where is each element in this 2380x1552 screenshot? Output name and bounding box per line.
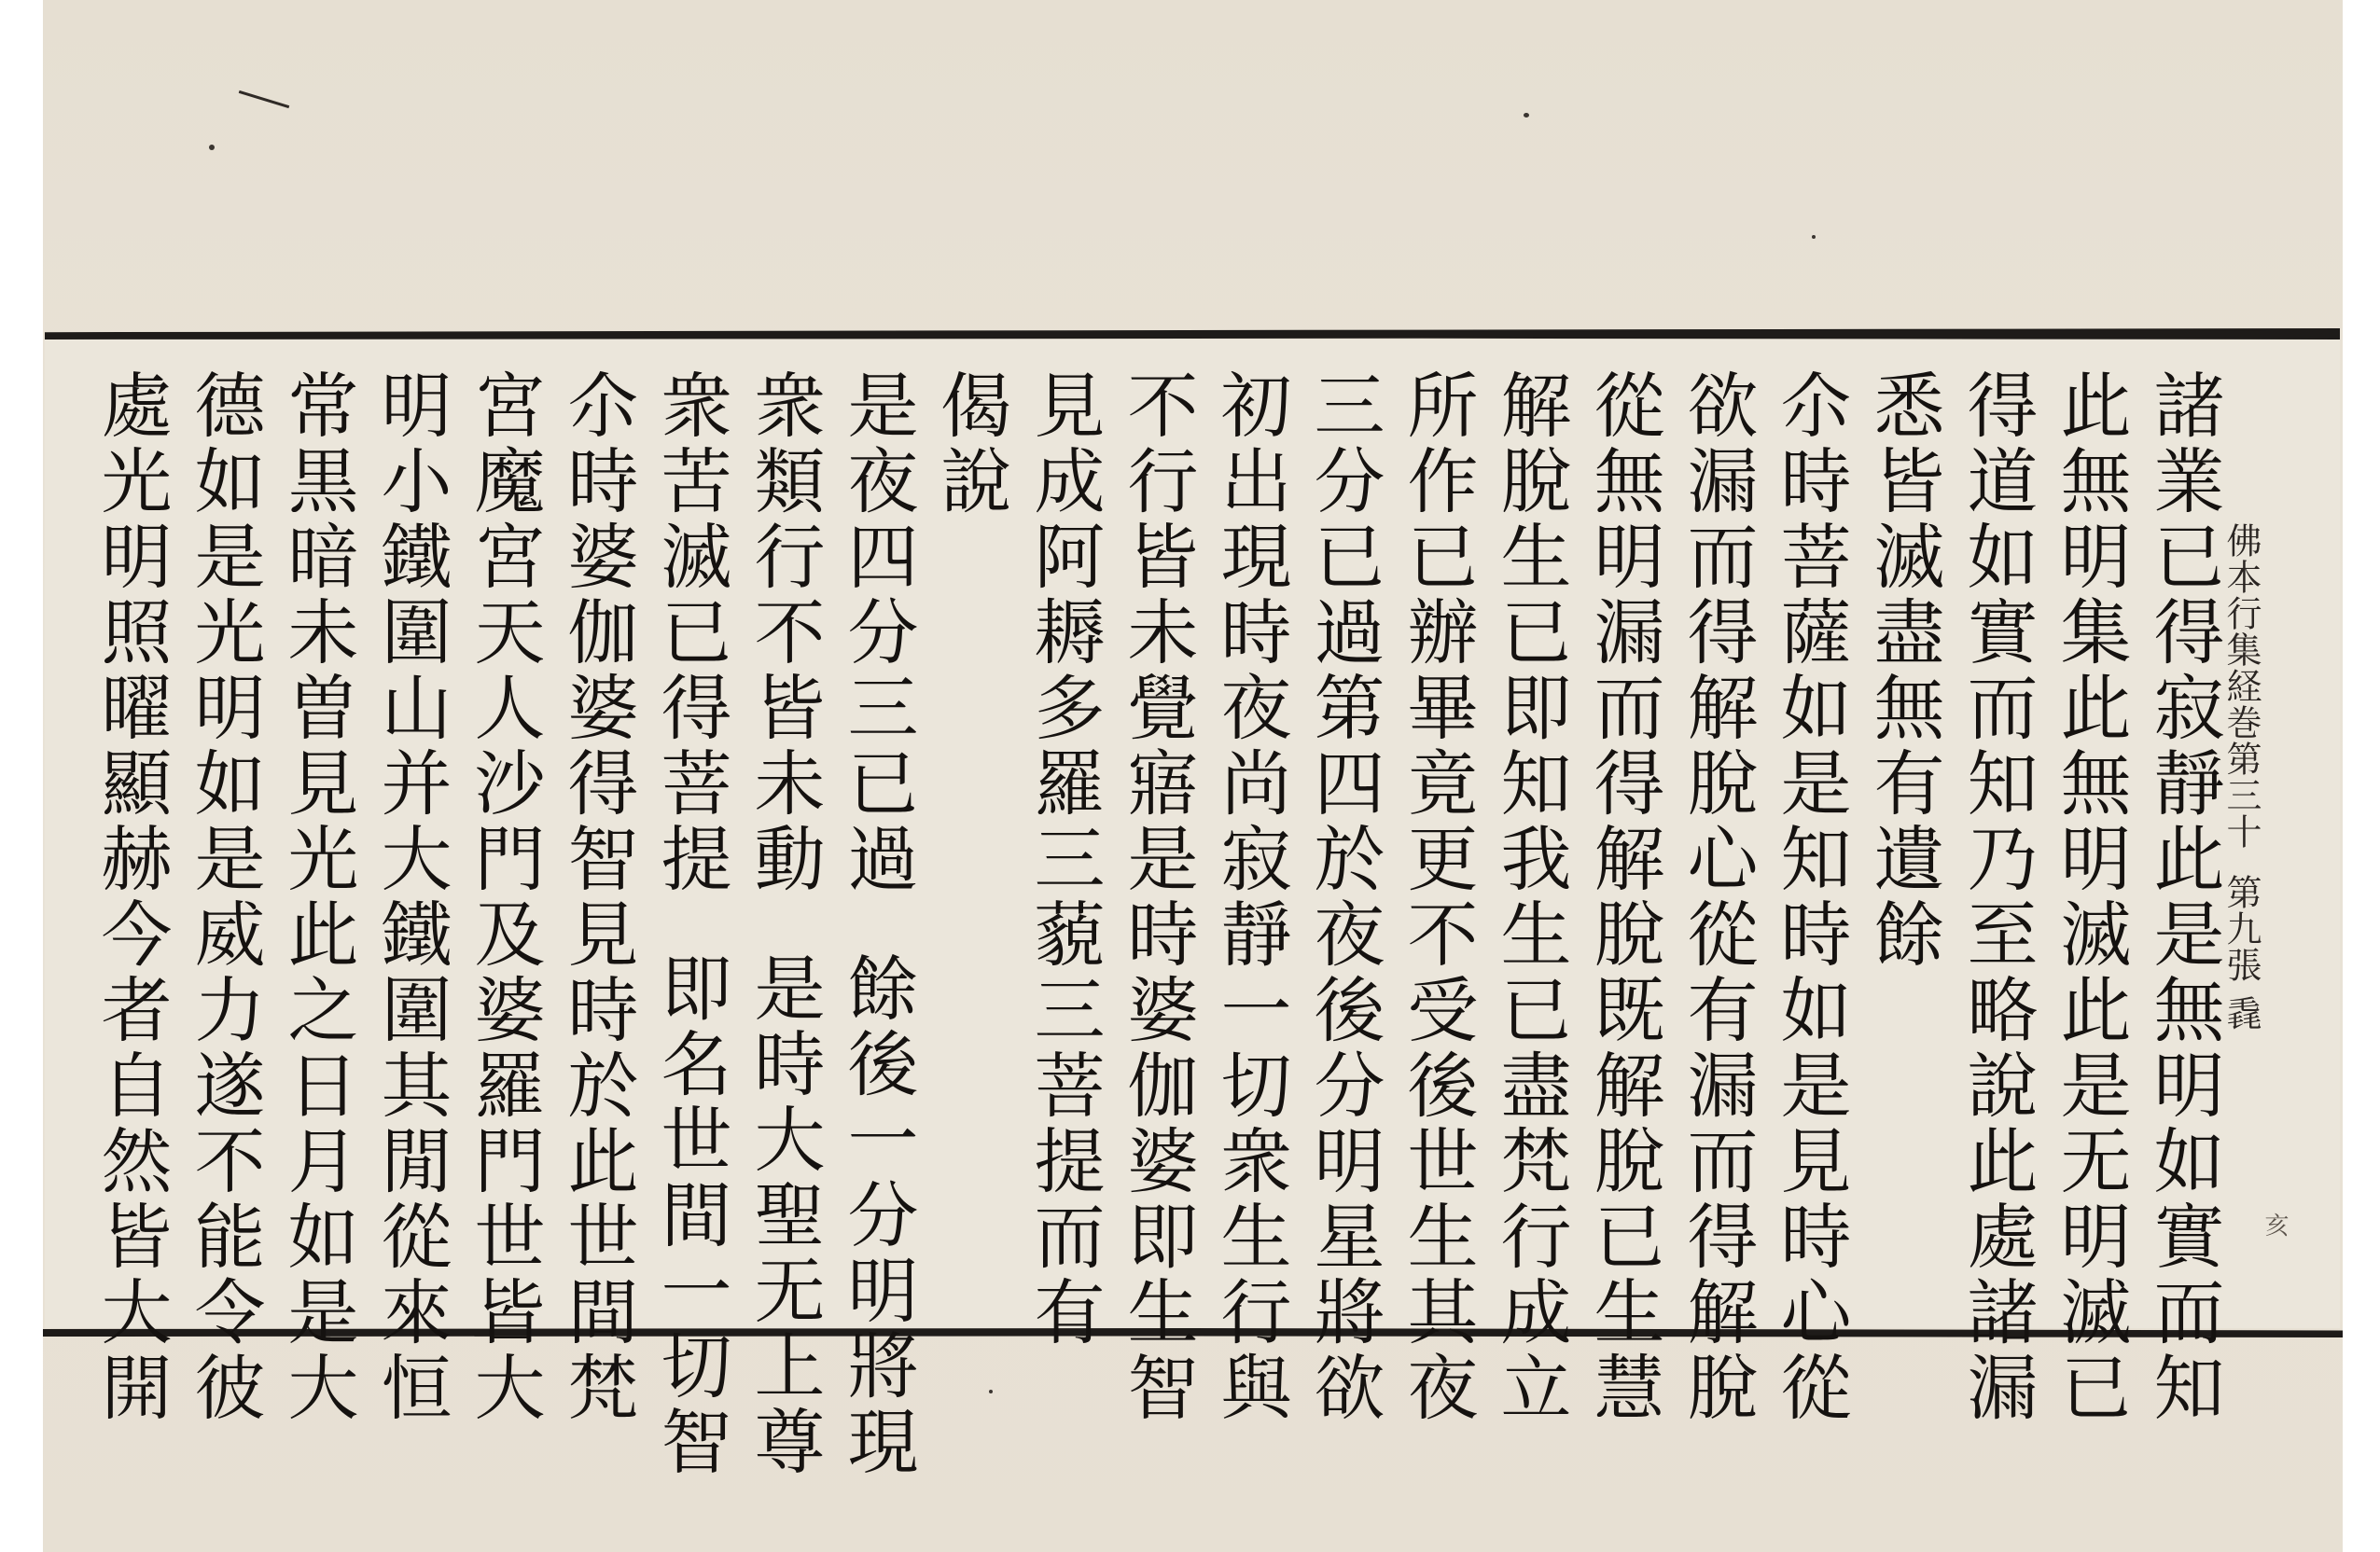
- text-column: 解脫生已即知我生已盡梵行成立: [1489, 368, 1572, 1426]
- ink-speck: [1524, 113, 1529, 118]
- margin-note: 亥: [2261, 1212, 2289, 1237]
- text-column: 三分已過第四於夜後分明星將欲: [1302, 368, 1385, 1426]
- text-column: 欲漏而得解脫心從有漏而得解脫: [1676, 368, 1759, 1426]
- text-column: 德如是光明如是威力遂不能令彼: [183, 368, 266, 1426]
- block-header-text: 佛本行集経巻第三十 第九張 毳: [2220, 522, 2262, 1032]
- ink-speck: [1812, 235, 1816, 239]
- text-column: 悉皆滅盡無有遺餘: [1862, 368, 1945, 973]
- text-column: 處光明照曜顯赫今者自然皆大開: [90, 368, 173, 1426]
- text-column: 不行皆未覺寤是時婆伽婆即生智: [1116, 368, 1199, 1426]
- text-column: 尒時婆伽婆得智見時於此世間梵: [556, 368, 639, 1426]
- text-column: 常黒暗未曽見光此之日月如是大: [276, 368, 359, 1426]
- ink-speck: [989, 1390, 993, 1393]
- text-column: 此無明集此無明滅此是无明滅已: [2049, 368, 2132, 1426]
- text-column: 尒時菩薩如是知時如是見時心從: [1769, 368, 1852, 1426]
- text-column: 宮魔宮天人沙門及婆羅門世皆大: [463, 368, 546, 1426]
- text-column: 見成阿耨多羅三藐三菩提而有: [1023, 368, 1106, 1351]
- text-column: 諸業已得寂靜此是無明如實而知: [2142, 368, 2225, 1426]
- text-column: 明小鐵圍山并大鐵圍其閒從來恒: [369, 368, 452, 1426]
- text-column: 偈說: [929, 368, 1012, 520]
- text-column: 從無明漏而得解脫既解脫已生慧: [1582, 368, 1665, 1426]
- verse-column: 衆類行不皆未動 是時大聖无上尊: [743, 368, 826, 1481]
- text-column: 得道如實而知乃至略說此處諸漏: [1955, 368, 2039, 1426]
- verse-column: 衆苦滅已得菩提 即名世間一切智: [649, 368, 732, 1481]
- ink-speck: [209, 145, 215, 150]
- verse-column: 是夜四分三已過 餘後一分明將現: [836, 368, 919, 1481]
- text-column: 所作已辦畢竟更不受後世生其夜: [1396, 368, 1479, 1426]
- text-column: 初出現時夜尚寂靜一切衆生行與: [1209, 368, 1292, 1426]
